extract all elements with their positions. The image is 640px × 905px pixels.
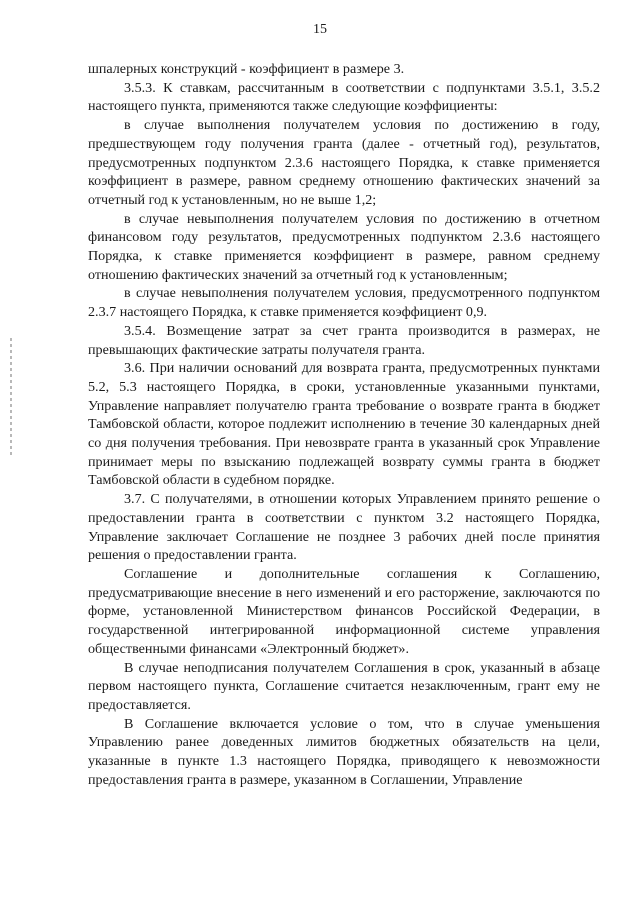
paragraph: в случае выполнения получателем условия по достижению в году, предшествующем году получения гранта (далее - отчетный год), результатов, предусмотренных подпунктом 2.3.6 настоящего Порядка, к ставке применяется коэффициент в размере, равном среднему отношению фактических значений за отчетный год к установленным, но не выше 1,2; (88, 117, 600, 208)
paragraph: В случае неподписания получателем Соглашения в срок, указанный в абзаце первом настоящего пункта, Соглашение считается незаключенным, грант ему не предоставляется. (88, 659, 600, 713)
paragraph: 3.5.3. К ставкам, рассчитанным в соответствии с подпунктами 3.5.1, 3.5.2 настоящего пункта, применяются также следующие коэффициенты: (88, 79, 600, 115)
paragraph: в случае невыполнения получателем условия, предусмотренного подпунктом 2.3.7 настоящего Порядка, к ставке применяется коэффициент 0,9. (88, 285, 600, 321)
document-body (88, 60, 600, 789)
paragraph: 3.7. С получателями, в отношении которых Управлением принято решение о предоставлении гранта в соответствии с пунктом 3.2 настоящего Порядка, Управление заключает Соглашение не позднее 3 рабочих дней после принятия решения о предоставлении гранта. (88, 491, 600, 564)
paragraph: Соглашение и дополнительные соглашения к Соглашению, предусматривающие внесение в него изменений и его расторжение, заключаются по форме, установленной Министерством финансов Российской Федерации, в государственной интегрированной информационной системе управления общественными финансами «Электронный бюджет». (88, 565, 600, 657)
margin-scan-mark (10, 338, 12, 456)
paragraph: 3.6. При наличии оснований для возврата гранта, предусмотренных пунктами 5.2, 5.3 настоящего Порядка, в сроки, установленные указанными пунктами, Управление направляет получателю гранта требование о возврате гранта в бюджет Тамбовской области, которое подлежит исполнению в течение 30 календарных дней со дня получения требования. При невозврате гранта в указанный срок Управление принимает меры по взысканию подлежащей возврату суммы гранта в бюджет Тамбовской области в судебном порядке. (88, 360, 600, 489)
paragraph: в случае невыполнения получателем условия по достижению в отчетном финансовом году результатов, предусмотренных подпунктом 2.3.6 настоящего Порядка, к ставке применяется коэффициент в размере, равном среднему отношению фактических значений за отчетный год к установленным; (88, 210, 600, 283)
page-number: 15 (313, 22, 327, 37)
paragraph: В Соглашение включается условие о том, что в случае уменьшения Управлению ранее доведенных лимитов бюджетных обязательств на цели, указанные в пункте 1.3 настоящего Порядка, приводящего к невозможности предоставления гранта в размере, указанном в Соглашении, Управление (88, 715, 600, 788)
paragraph: 3.5.4. Возмещение затрат за счет гранта производится в размерах, не превышающих фактические затраты получателя гранта. (88, 322, 600, 358)
paragraph: шпалерных конструкций - коэффициент в размере 3. (88, 61, 405, 77)
